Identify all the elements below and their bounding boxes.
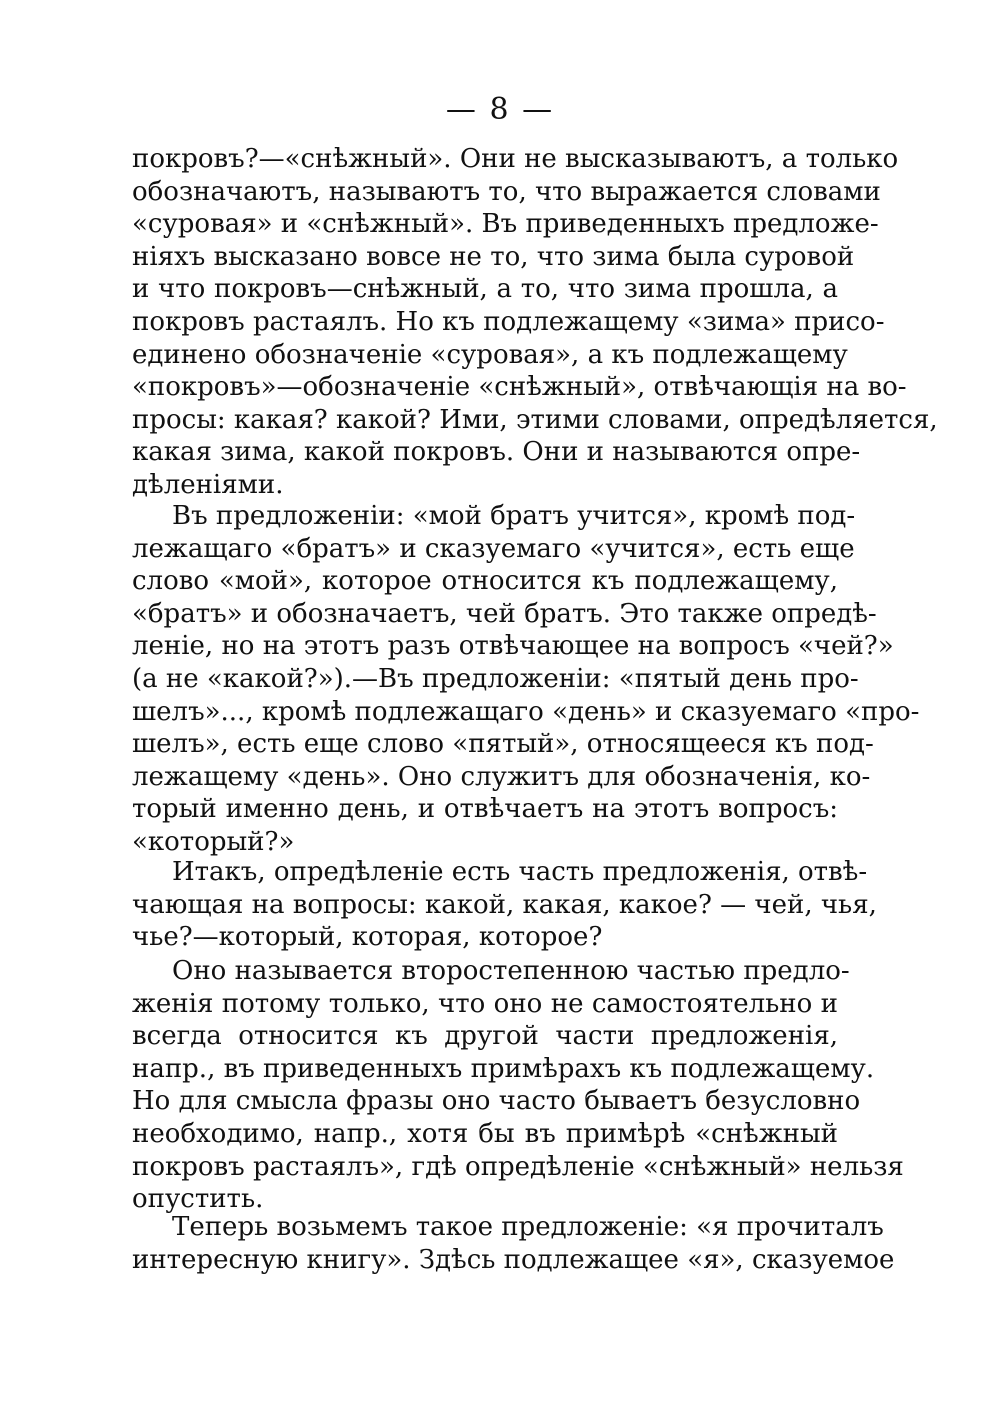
text-line: Оно называется второстепенною частью предло- <box>172 956 850 986</box>
paragraph-4 <box>132 955 904 1216</box>
text-line: всегда относится къ другой части предложенія, <box>132 1021 838 1052</box>
text-line: женія потому только, что оно не самостоятельно и <box>132 988 838 1019</box>
text-line: ніяхъ высказано вовсе не то, что зима была суровой <box>132 241 855 272</box>
text-line: «покровъ»—обозначеніе «снѣжный», отвѣчающія на во- <box>132 372 907 403</box>
text-line: обозначаютъ, называютъ то, что выражается словами <box>132 176 881 207</box>
text-line: единено обозначеніе «суровая», а къ подлежащему <box>132 339 848 370</box>
text-line: торый именно день, и отвѣчаетъ на этотъ вопросъ: <box>132 794 838 825</box>
text-line: просы: какая? какой? Ими, этими словами, опредѣляется, <box>132 404 938 435</box>
text-line: «суровая» и «снѣжный». Въ приведенныхъ предложе- <box>132 209 879 240</box>
text-line: Въ предложеніи: «мой братъ учится», кромѣ под- <box>172 501 856 531</box>
text-line: «который?» <box>132 826 295 857</box>
text-line: опустить. <box>132 1184 264 1215</box>
text-line: дѣленіями. <box>132 469 284 500</box>
paragraph-2 <box>132 500 920 859</box>
text-line: Но для смысла фразы оно часто бываетъ безусловно <box>132 1086 861 1117</box>
text-line: шелъ»..., кромѣ подлежащаго «день» и сказуемаго «про- <box>132 696 920 727</box>
text-line: лежащаго «братъ» и сказуемаго «учится», есть еще <box>132 533 855 564</box>
text-line: Теперь возьмемъ такое предложеніе: «я прочиталъ <box>172 1212 884 1242</box>
text-line: (а не «какой?»).—Въ предложеніи: «пятый день про- <box>132 663 859 694</box>
page-number: — 8 — <box>445 92 555 127</box>
text-line: чье?—который, которая, которое? <box>132 922 603 953</box>
text-line: напр., въ приведенныхъ примѣрахъ къ подлежащему. <box>132 1053 875 1084</box>
text-line: чающая на вопросы: какой, какая, какое? — чей, чья, <box>132 889 877 920</box>
paragraph-5 <box>132 1211 895 1276</box>
paragraph-3 <box>132 856 877 954</box>
text-line: покровъ растаялъ», гдѣ опредѣленіе «снѣжный» нельзя <box>132 1151 904 1182</box>
text-line: и что покровъ—снѣжный, а то, что зима прошла, а <box>132 274 838 305</box>
text-line: шелъ», есть еще слово «пятый», относящееся къ под- <box>132 729 874 760</box>
paragraph-1 <box>132 143 938 502</box>
text-line: какая зима, какой покровъ. Они и называются опре- <box>132 437 861 468</box>
text-line: покровъ?—«снѣжный». Они не высказываютъ, а только <box>132 144 899 174</box>
text-line: лежащему «день». Оно служитъ для обозначенія, ко- <box>132 761 871 792</box>
text-line: покровъ растаялъ. Но къ подлежащему «зима» присо- <box>132 306 885 337</box>
text-line: необходимо, напр., хотя бы въ примѣрѣ «снѣжный <box>132 1118 838 1149</box>
text-line: интересную книгу». Здѣсь подлежащее «я», сказуемое <box>132 1244 895 1275</box>
text-line: Итакъ, опредѣленіе есть часть предложенія, отвѣ- <box>172 857 868 887</box>
text-line: слово «мой», которое относится къ подлежащему, <box>132 566 838 597</box>
text-line: «братъ» и обозначаетъ, чей братъ. Это также опредѣ- <box>132 598 877 629</box>
text-line: леніе, но на этотъ разъ отвѣчающее на вопросъ «чей?» <box>132 631 894 662</box>
